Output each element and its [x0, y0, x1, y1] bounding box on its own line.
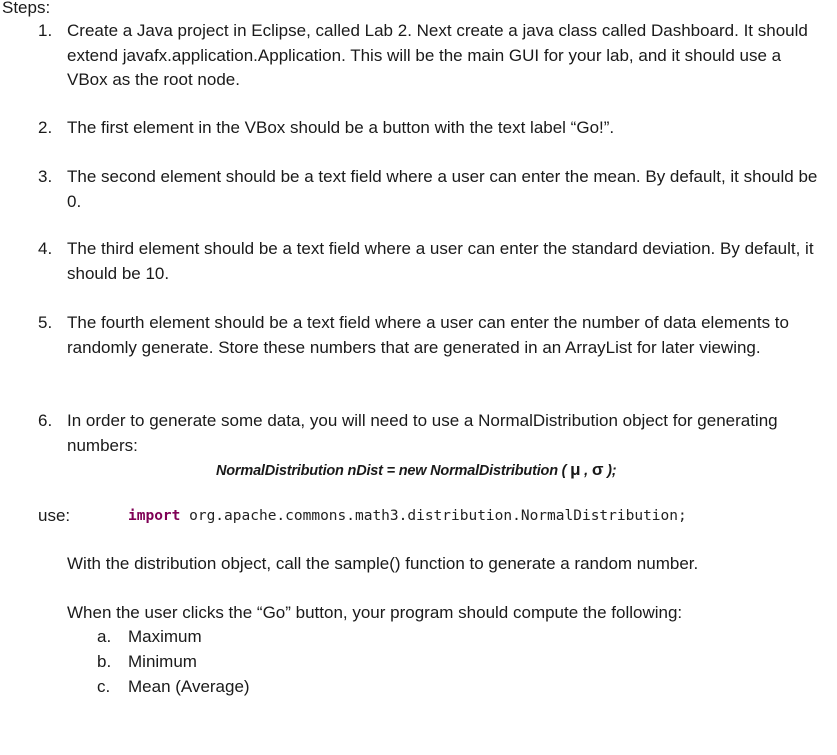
step-5 — [38, 311, 818, 360]
formula-left: NormalDistribution nDist = new NormalDistribution ( — [216, 463, 571, 479]
sample-paragraph: With the distribution object, call the sample() function to generate a random number. — [67, 554, 699, 573]
step-text: Create a Java project in Eclipse, called Lab 2. Next create a java class called Dashboard. It should extend javafx.application.Application. This will be the main GUI for your lab, and it should use a VBox as the root node. — [67, 21, 808, 89]
go-paragraph: When the user clicks the “Go” button, your program should compute the following: — [67, 603, 683, 622]
import-statement — [128, 505, 687, 527]
step-number: 1. — [38, 21, 53, 40]
step-number: 4. — [38, 239, 53, 258]
step-number: 2. — [38, 118, 53, 137]
normal-distribution-formula — [216, 460, 616, 481]
step-1 — [38, 19, 818, 93]
sigma-symbol: σ — [591, 460, 604, 479]
step-6 — [38, 409, 818, 458]
step-text: The second element should be a text field where a user can enter the mean. By default, it should be 0. — [67, 167, 818, 211]
item-letter: a. — [97, 627, 112, 646]
import-path: org.apache.commons.math3.distribution.NormalDistribution; — [180, 508, 687, 524]
import-keyword: import — [128, 508, 181, 524]
compute-item-maximum — [97, 625, 202, 649]
step-2 — [38, 116, 818, 141]
compute-item-mean — [97, 675, 250, 699]
item-text: Minimum — [128, 652, 197, 671]
step-number: 6. — [38, 411, 53, 430]
mu-symbol: μ — [570, 460, 581, 479]
item-text: Mean (Average) — [128, 677, 250, 696]
step-number: 3. — [38, 167, 53, 186]
step-text: In order to generate some data, you will need to use a NormalDistribution object for generating numbers: — [67, 411, 778, 455]
step-text: The fourth element should be a text field where a user can enter the number of data elements to randomly generate. Store these numbers that are generated in an ArrayList for later viewing. — [67, 313, 789, 357]
item-text: Maximum — [128, 627, 202, 646]
step-text: The first element in the VBox should be a button with the text label “Go!”. — [67, 118, 615, 137]
steps-heading: Steps: — [2, 0, 51, 17]
formula-right: ); — [603, 463, 617, 479]
compute-item-minimum — [97, 650, 197, 674]
step-4 — [38, 237, 818, 286]
step-3 — [38, 165, 818, 214]
use-label: use: — [38, 506, 71, 525]
item-letter: b. — [97, 652, 112, 671]
step-number: 5. — [38, 313, 53, 332]
step-text: The third element should be a text field where a user can enter the standard deviation. By default, it should be 10. — [67, 239, 814, 283]
item-letter: c. — [97, 677, 111, 696]
formula-comma: , — [580, 463, 592, 479]
